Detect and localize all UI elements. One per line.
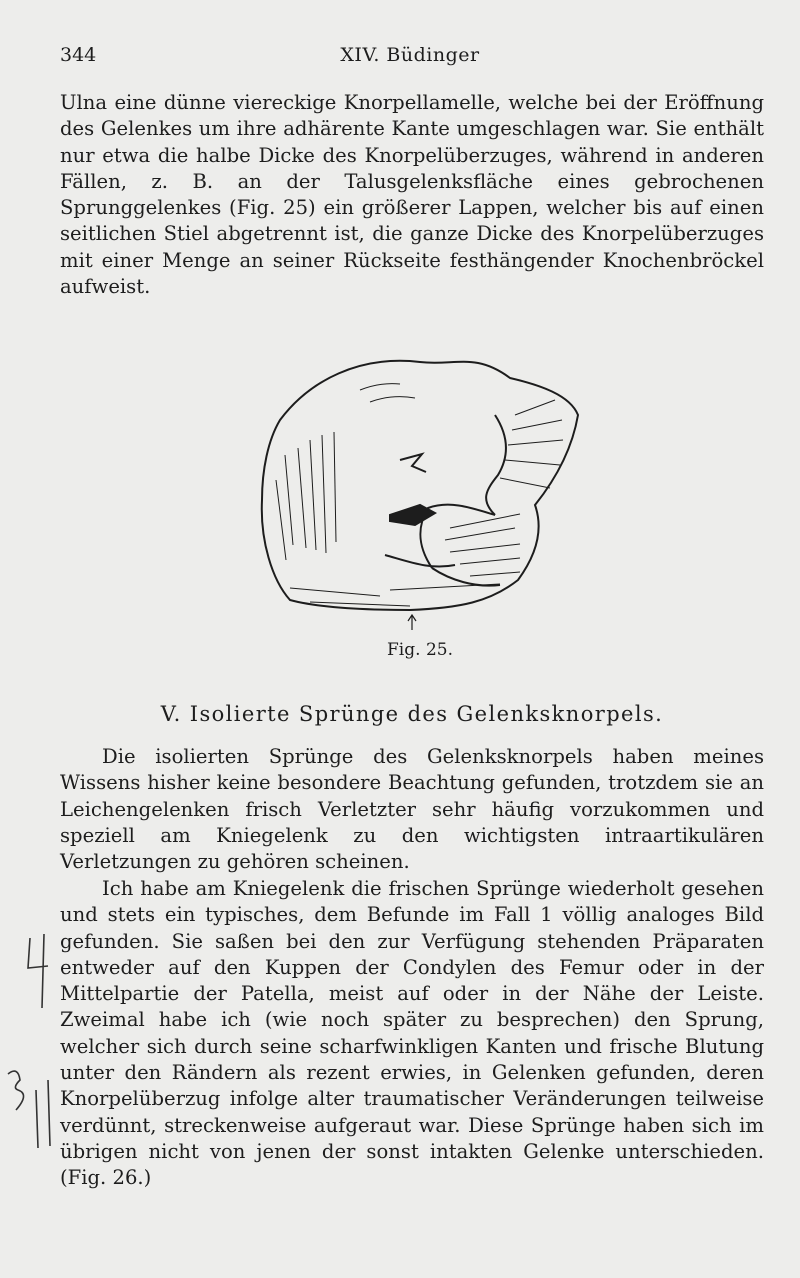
figure-caption: Fig. 25. bbox=[387, 640, 453, 660]
page-header bbox=[60, 44, 760, 74]
page-number: 344 bbox=[60, 44, 97, 66]
pencil-bracket-icon bbox=[2, 1060, 62, 1155]
running-head: XIV. Büdinger bbox=[340, 44, 480, 66]
paragraph-1: Ulna eine dünne viereckige Knorpellamelle, welche bei der Eröffnung des Gelenkes um ihre adhärente Kante umgeschlagen war. Sie enthält nur etwa die halbe Dicke des Knorpelüberzuges, während in anderen Fällen, z. B. an der Talusgelenksfläche eines gebrochenen Sprunggelenkes (Fig. 25) ein größerer Lappen, welcher bis auf einen seitlichen Stiel abgetrennt ist, die ganze Dicke des Knorpelüberzuges mit einer Menge an seiner Rückseite festhängender Knochenbröckel aufweist. bbox=[60, 91, 764, 299]
figure-25-illustration bbox=[250, 340, 590, 640]
handwritten-margin-mark-2 bbox=[2, 1060, 62, 1155]
paragraph-3: Ich habe am Kniegelenk die frischen Sprünge wiederholt gesehen und stets ein typisches, dem Befunde im Fall 1 völlig analoges Bild gefunden. Sie saßen bei den zur Verfügung stehenden Präparaten entweder auf den Kuppen der Condylen des Femur oder in der Mittelpartie der Patella, meist auf oder in der Nähe der Leiste. Zweimal habe ich (wie noch später zu besprechen) den Sprung, welcher sich durch seine scharfwinkligen Kanten und frische Blutung unter den Rändern als rezent erwies, in Gelenken gefunden, deren Knorpelüberzug infolge alter traumatischer Veränderungen teilweise verdünnt, streckenweise aufgeraut war. Diese Sprünge haben sich im übrigen nicht von jenen der sonst intakten Gelenke unterschieden. (Fig. 26.) bbox=[60, 877, 764, 1190]
paragraph-2: Die isolierten Sprünge des Gelenksknorpels haben meines Wissens hisher keine besondere Beachtung gefunden, trotzdem sie an Leichengelenken frisch Verletzter sehr häufig vorzukommen und speziell am Kniegelenk zu den wichtigsten intraartikulären Verletzungen zu gehören scheinen. bbox=[60, 745, 764, 874]
section-heading: V. Isolierte Sprünge des Gelenksknorpels. bbox=[160, 702, 664, 726]
pencil-mark-icon bbox=[22, 928, 58, 1018]
handwritten-margin-mark-1 bbox=[22, 928, 58, 1018]
bone-fragment-drawing bbox=[250, 340, 590, 640]
